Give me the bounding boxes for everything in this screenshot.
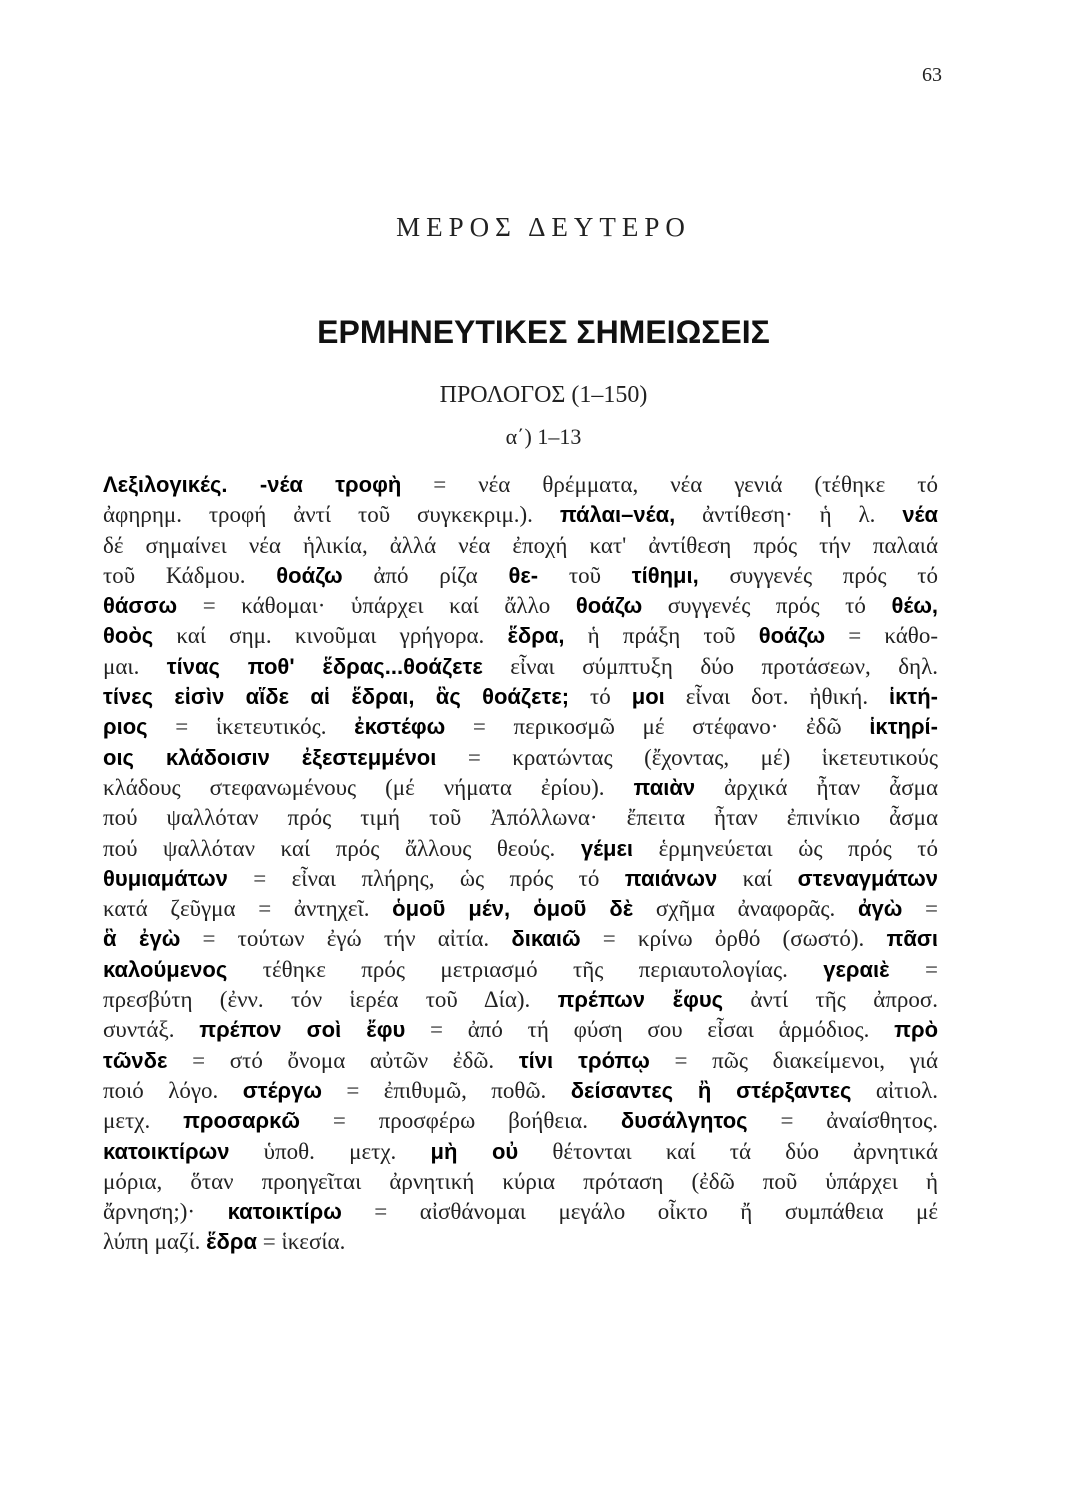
gloss-text: πρεσβύτη (ἐνν. τόν ἱερέα τοῦ Δία). [103,987,558,1013]
lemma-term: τίνι τρόπῳ [518,1047,650,1073]
gloss-text: τέθηκε πρός μετριασμό τῆς περιαυτολογίας. [227,956,824,982]
lemma-term: κατοικτίρω [227,1199,342,1225]
lemma-term: θέω, [891,593,939,619]
text-line [103,591,938,621]
text-line [103,652,938,682]
gloss-text: θέτονται καί τά δύο ἀρνητικά [518,1138,938,1164]
lemma-term: τῶνδε [103,1047,168,1073]
lemma-term: μὴ οὐ [430,1138,519,1164]
gloss-text: ἀντίθεση· ἡ λ. [675,502,903,528]
page-number: 63 [922,64,942,86]
lemma-term: δικαιῶ [511,926,581,952]
lemma-term: παιὰν [633,774,696,800]
gloss-text: αἰτιολ. [851,1077,938,1103]
gloss-text: = αἰσθάνομαι μεγάλο οἶκτο ἤ συμπάθεια μέ [341,1199,939,1225]
lemma-term: πρὸ [894,1017,939,1043]
text-line [103,561,938,591]
gloss-text: = τούτων ἐγώ τήν αἰτία. [180,926,512,952]
lemma-term: πρέπον σοὶ ἔφυ [199,1017,406,1043]
gloss-text: σχῆμα ἀναφορᾶς. [633,896,858,922]
text-line [103,894,938,924]
gloss-text: εἶναι σύμπτυξη δύο προτάσεων, δηλ. [482,653,938,679]
lemma-term: θυμιαμάτων [103,865,228,891]
gloss-text: = εἶναι πλήρης, ὡς πρός τό [227,865,625,891]
gloss-text: λύπη μαζί. [103,1229,207,1255]
gloss-text: ἑρμηνεύεται ὡς πρός τό [633,835,938,861]
lemma-term: παιάνων [624,865,718,891]
gloss-text: μόρια, ὅταν προηγεῖται ἀρνητική κύρια πρόταση (ἐδῶ ποῦ ὑπάρχει ἡ [103,1168,938,1194]
gloss-text: καί σημ. κινοῦμαι γρήγορα. [153,623,508,649]
lemma-term: ὁμοῦ μέν, ὁμοῦ δὲ [392,896,634,922]
commentary-body [103,470,938,1258]
section-title: ΕΡΜΗΝΕΥΤΙΚΕΣ ΣΗΜΕΙΩΣΕΙΣ [317,314,770,350]
gloss-text: ἀπό ρίζα [342,562,509,588]
gloss-text: συγγενές πρός τό [642,593,892,619]
lemma-term: θάσσω [103,593,178,619]
text-line [103,803,938,833]
gloss-text: = πῶς διακείμενοι, γιά [649,1047,939,1073]
lemma-term: δυσάλγητος [620,1108,748,1134]
lemma-term: τίθημι, [631,562,699,588]
gloss-text: = περικοσμῶ μέ στέφανο· ἐδῶ [445,714,870,740]
text-line [103,1197,938,1227]
text-line [103,1015,938,1045]
subsection-subtitle: α΄) 1–13 [505,424,582,449]
text-line [103,621,938,651]
lemma-term: ἱκτηρί- [869,714,938,740]
gloss-text: = ἱκεσία. [257,1229,346,1255]
lemma-term: ἃ ἐγὼ [103,926,181,952]
lemma-term: προσαρκῶ [183,1108,300,1134]
subsection-title: ΠΡΟΛΟΓΟΣ (1–150) [439,382,648,408]
gloss-text: τοῦ Κάδμου. [103,562,277,588]
lemma-term: Λεξιλογικές. -νέα τροφὴ [103,472,402,497]
lemma-term: δείσαντες ἢ στέρξαντες [570,1077,852,1103]
gloss-text: ἀφηρημ. τροφή ἀντί τοῦ συγκεκριμ.). [103,502,560,528]
lemma-term: γεραιὲ [823,956,890,982]
lemma-term: οις κλάδοισιν ἐξεστεμμένοι [103,744,437,770]
lemma-term: ἕδρα, [507,623,565,649]
lemma-term: καλούμενος [103,956,228,982]
lemma-term: τίνες εἰσὶν αἵδε αἱ ἕδραι, ἃς θοάζετε; [103,684,570,710]
gloss-text: = [889,956,938,982]
lemma-term: πρέπων ἔφυς [557,987,724,1013]
lemma-term: στεναγμάτων [797,865,938,891]
text-line [103,1106,938,1136]
lemma-term: στέργω [242,1077,322,1103]
text-line [103,1137,938,1167]
text-line [103,834,938,864]
gloss-text: ἡ πράξη τοῦ [564,623,759,649]
gloss-text: = ἐπιθυμῶ, ποθῶ. [321,1077,571,1103]
gloss-text: = προσφέρω βοήθεια. [300,1108,621,1134]
text-line [103,712,938,742]
text-line [103,1167,938,1197]
text-line [103,1227,938,1257]
gloss-text: κλάδους στεφανωμένους (μέ νήματα ἐρίου). [103,774,634,800]
lemma-term: θοάζω [575,593,643,619]
part-title: ΜΕΡΟΣ ΔΕΥΤΕΡΟ [396,212,691,242]
lemma-term: κατοικτίρων [103,1138,230,1164]
gloss-text: ὑποθ. μετχ. [229,1138,431,1164]
text-line [103,531,938,561]
gloss-text: = κάθο- [825,623,938,649]
lemma-term: πᾶσι [886,926,938,952]
lemma-term: πάλαι–νέα, [559,502,676,528]
gloss-text: = ἀπό τή φύση σου εἶσαι ἁρμόδιος. [405,1017,895,1043]
text-line [103,1076,938,1106]
gloss-text: πού ψαλλόταν πρός τιμή τοῦ Ἀπόλλωνα· ἔπειτα ἦταν ἐπινίκιο ἆσμα [103,805,938,831]
text-line [103,500,938,530]
text-line [103,773,938,803]
text-line [103,470,938,500]
gloss-text: = ἀναίσθητος. [747,1108,939,1134]
lemma-term: ἐκστέφω [354,714,446,740]
gloss-text: ἀντί τῆς ἀπροσ. [723,987,938,1013]
gloss-text: μαι. [103,653,167,679]
gloss-text: = κρατώντας (ἔχοντας, μέ) ἱκετευτικούς [436,744,938,770]
gloss-text: τό [569,684,632,710]
text-line [103,743,938,773]
gloss-text: πού ψαλλόταν καί πρός ἄλλους θεούς. [103,835,581,861]
gloss-text: ἄρνηση;)· [103,1199,228,1225]
lemma-term: μοι [631,684,665,710]
gloss-text: συντάξ. [103,1017,200,1043]
gloss-text: κατά ζεῦγμα = ἀντηχεῖ. [103,896,393,922]
lemma-term: θοάζω [276,562,343,588]
gloss-text: = [902,896,939,922]
text-line [103,864,938,894]
text-line [103,1046,938,1076]
gloss-text: = κρίνω ὀρθό (σωστό). [580,926,887,952]
lemma-term: θοάζω [758,623,826,649]
text-line [103,955,938,985]
gloss-text: ποιό λόγο. [103,1077,243,1103]
gloss-text: καί [717,865,798,891]
text-line [103,924,938,954]
lemma-term: τίνας ποθ' ἕδρας...θοάζετε [166,653,483,679]
lemma-term: θοὸς [103,623,154,649]
lemma-term: ριος [103,714,148,740]
gloss-text: = κάθομαι· ὑπάρχει καί ἄλλο [177,593,576,619]
lemma-term: θε- [508,562,539,588]
gloss-text: δέ σημαίνει νέα ἡλικία, ἀλλά νέα ἐποχή κατ' ἀντίθεση πρός τήν παλαιά [103,532,938,558]
gloss-text: = νέα θρέμματα, νέα γενιά (τέθηκε τό [401,472,938,497]
text-line [103,985,938,1015]
lemma-term: νέα [902,502,938,528]
lemma-term: ἱκτή- [889,684,938,710]
gloss-text: ἀρχικά ἦταν ἆσμα [695,774,938,800]
gloss-text: = ἱκετευτικός. [147,714,355,740]
text-line [103,682,938,712]
lemma-term: ἕδρα [206,1229,258,1255]
lemma-term: ἀγὼ [857,896,903,922]
gloss-text: = στό ὄνομα αὐτῶν ἐδῶ. [167,1047,519,1073]
gloss-text: εἶναι δοτ. ἠθική. [664,684,890,710]
gloss-text: συγγενές πρός τό [698,562,939,588]
lemma-term: γέμει [580,835,634,861]
gloss-text: τοῦ [538,562,632,588]
gloss-text: μετχ. [103,1108,184,1134]
